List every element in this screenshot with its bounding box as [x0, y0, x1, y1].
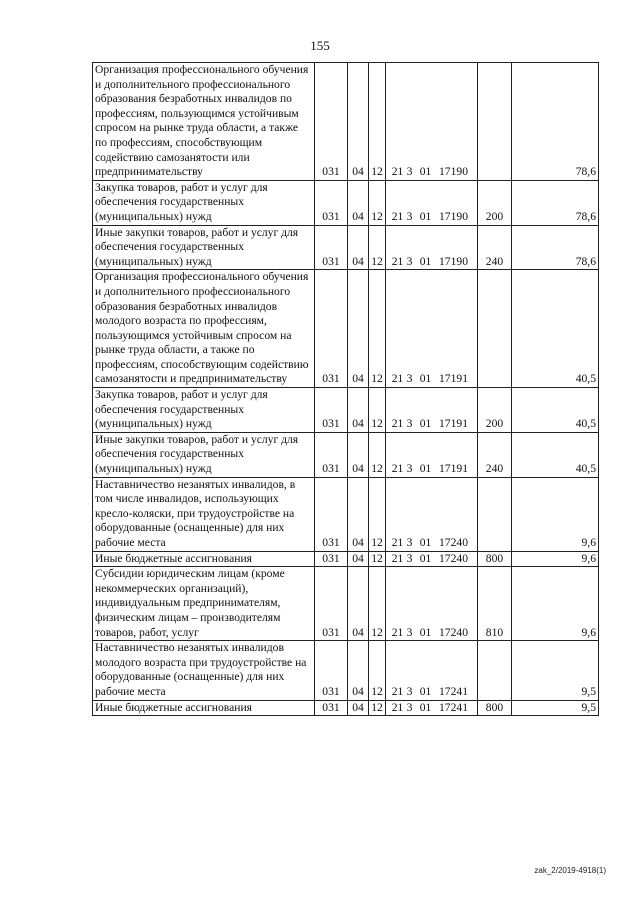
- expense-type-code: 800: [478, 700, 512, 716]
- table-row: [93, 432, 599, 477]
- program-code: 21: [391, 372, 404, 386]
- item-name: Иные бюджетные ассигнования: [93, 551, 315, 567]
- table-row: [93, 180, 599, 225]
- subprogram-code: 3: [406, 551, 413, 565]
- section-code: 04: [348, 551, 369, 567]
- direction-code: 17241: [439, 684, 468, 698]
- table-row: [93, 225, 599, 270]
- subsection-code: 12: [369, 551, 386, 567]
- target-article-code: [386, 180, 478, 225]
- section-code: 04: [348, 388, 369, 433]
- expense-type-code: [478, 641, 512, 700]
- expense-type-code: [478, 270, 512, 388]
- program-code: 21: [391, 462, 404, 476]
- program-code: 21: [391, 536, 404, 549]
- subprogram-code: 3: [406, 700, 413, 714]
- main-event-code: 01: [419, 417, 432, 431]
- subprogram-code: 3: [406, 209, 413, 223]
- subsection-code: 12: [369, 388, 386, 433]
- table-row: [93, 270, 599, 388]
- target-article-code: [386, 388, 478, 433]
- budget-table-body: [93, 63, 599, 716]
- ministry-code: 031: [315, 477, 348, 551]
- direction-code: 17240: [439, 551, 468, 565]
- table-row: [93, 388, 599, 433]
- direction-code: 17191: [439, 462, 468, 476]
- item-name: Закупка товаров, работ и услуг для обеспечения государственных (муниципальных) нужд: [93, 180, 315, 225]
- target-article-code: [386, 700, 478, 716]
- program-code: 21: [391, 209, 404, 223]
- item-name: Иные бюджетные ассигнования: [93, 700, 315, 716]
- section-code: 04: [348, 700, 369, 716]
- section-code: 04: [348, 63, 369, 181]
- amount: 78,6: [512, 63, 599, 181]
- item-name: Закупка товаров, работ и услуг для обеспечения государственных (муниципальных) нужд: [93, 388, 315, 433]
- amount: 40,5: [512, 388, 599, 433]
- amount: 9,6: [512, 477, 599, 551]
- main-event-code: 01: [419, 462, 432, 476]
- program-code: 21: [391, 700, 404, 714]
- main-event-code: 01: [419, 209, 432, 223]
- expense-type-code: 240: [478, 432, 512, 477]
- main-event-code: 01: [419, 700, 432, 714]
- subprogram-code: 3: [406, 417, 413, 431]
- item-name: Иные закупки товаров, работ и услуг для обеспечения государственных (муниципальных) нужд: [93, 432, 315, 477]
- ministry-code: 031: [315, 225, 348, 270]
- target-article-code: [386, 432, 478, 477]
- expense-type-code: 810: [478, 567, 512, 641]
- subsection-code: 12: [369, 225, 386, 270]
- amount: 40,5: [512, 432, 599, 477]
- subsection-code: 12: [369, 270, 386, 388]
- footer-code: zak_2/2019-4918(1): [534, 866, 606, 875]
- target-article-code: [386, 270, 478, 388]
- program-code: 21: [391, 625, 404, 639]
- program-code: 21: [391, 551, 404, 565]
- expense-type-code: 800: [478, 551, 512, 567]
- amount: 9,6: [512, 551, 599, 567]
- subsection-code: 12: [369, 641, 386, 700]
- direction-code: 17190: [439, 254, 468, 268]
- direction-code: 17190: [439, 165, 468, 179]
- item-name: Организация профессионального обучения и дополнительного профессионального образования безработных инвалидов по профессиям, пользующимся устойчивым спросом на рынке труда области, а также по профессиям, способствующим содействию самозанятости или предпринимательству: [93, 63, 315, 181]
- item-name: Организация профессионального обучения и дополнительного профессионального образования безработных инвалидов молодого возраста по профессиям, пользующимся устойчивым спросом на рынке труда области, а также по профессиям, способствующим содействию самозанятости и предпринимательству: [93, 270, 315, 388]
- budget-table: [92, 62, 599, 716]
- target-article-code: [386, 641, 478, 700]
- subsection-code: 12: [369, 63, 386, 181]
- program-code: 21: [391, 165, 404, 179]
- section-code: 04: [348, 477, 369, 551]
- item-name: Наставничество незанятых инвалидов молодого возраста при трудоустройстве на оборудованные (оснащенные) для них рабочие места: [93, 641, 315, 700]
- target-article-code: [386, 225, 478, 270]
- target-article-code: [386, 551, 478, 567]
- ministry-code: 031: [315, 270, 348, 388]
- main-event-code: 01: [419, 625, 432, 639]
- main-event-code: 01: [419, 165, 432, 179]
- subprogram-code: 3: [406, 536, 413, 549]
- expense-type-code: 200: [478, 388, 512, 433]
- target-article-code: [386, 63, 478, 181]
- ministry-code: 031: [315, 641, 348, 700]
- ministry-code: 031: [315, 63, 348, 181]
- table-row: [93, 567, 599, 641]
- amount: 9,5: [512, 700, 599, 716]
- table-row: [93, 551, 599, 567]
- section-code: 04: [348, 641, 369, 700]
- ministry-code: 031: [315, 180, 348, 225]
- expense-type-code: 240: [478, 225, 512, 270]
- table-row: [93, 700, 599, 716]
- direction-code: 17240: [439, 625, 468, 639]
- expense-type-code: 200: [478, 180, 512, 225]
- subprogram-code: 3: [406, 165, 413, 179]
- subsection-code: 12: [369, 432, 386, 477]
- section-code: 04: [348, 180, 369, 225]
- subsection-code: 12: [369, 700, 386, 716]
- expense-type-code: [478, 63, 512, 181]
- direction-code: 17191: [439, 417, 468, 431]
- expense-type-code: [478, 477, 512, 551]
- main-event-code: 01: [419, 536, 432, 549]
- subsection-code: 12: [369, 477, 386, 551]
- ministry-code: 031: [315, 700, 348, 716]
- section-code: 04: [348, 567, 369, 641]
- subsection-code: 12: [369, 567, 386, 641]
- subprogram-code: 3: [406, 254, 413, 268]
- direction-code: 17190: [439, 209, 468, 223]
- main-event-code: 01: [419, 551, 432, 565]
- main-event-code: 01: [419, 254, 432, 268]
- subsection-code: 12: [369, 180, 386, 225]
- direction-code: 17241: [439, 700, 468, 714]
- page-number: 155: [310, 38, 330, 53]
- section-code: 04: [348, 270, 369, 388]
- ministry-code: 031: [315, 432, 348, 477]
- amount: 9,6: [512, 567, 599, 641]
- target-article-code: [386, 567, 478, 641]
- subprogram-code: 3: [406, 462, 413, 476]
- table-row: [93, 641, 599, 700]
- subprogram-code: 3: [406, 625, 413, 639]
- target-article-code: [386, 477, 478, 551]
- main-event-code: 01: [419, 372, 432, 386]
- ministry-code: 031: [315, 388, 348, 433]
- item-name: Иные закупки товаров, работ и услуг для обеспечения государственных (муниципальных) нужд: [93, 225, 315, 270]
- subprogram-code: 3: [406, 684, 413, 698]
- section-code: 04: [348, 225, 369, 270]
- ministry-code: 031: [315, 567, 348, 641]
- main-event-code: 01: [419, 684, 432, 698]
- amount: 40,5: [512, 270, 599, 388]
- program-code: 21: [391, 684, 404, 698]
- program-code: 21: [391, 417, 404, 431]
- item-name: Субсидии юридическим лицам (кроме некоммерческих организаций), индивидуальным предпринимателям, физическим лицам – производителям товаров, работ, услуг: [93, 567, 315, 641]
- amount: 78,6: [512, 225, 599, 270]
- table-row: [93, 477, 599, 551]
- program-code: 21: [391, 254, 404, 268]
- item-name: Наставничество незанятых инвалидов, в том числе инвалидов, использующих кресло-коляски, при трудоустройстве на оборудованные (оснащенные) для них рабочие места: [93, 477, 315, 551]
- amount: 78,6: [512, 180, 599, 225]
- ministry-code: 031: [315, 551, 348, 567]
- table-row: [93, 63, 599, 181]
- direction-code: 17191: [439, 372, 468, 386]
- section-code: 04: [348, 432, 369, 477]
- amount: 9,5: [512, 641, 599, 700]
- subprogram-code: 3: [406, 372, 413, 386]
- direction-code: 17240: [439, 536, 468, 549]
